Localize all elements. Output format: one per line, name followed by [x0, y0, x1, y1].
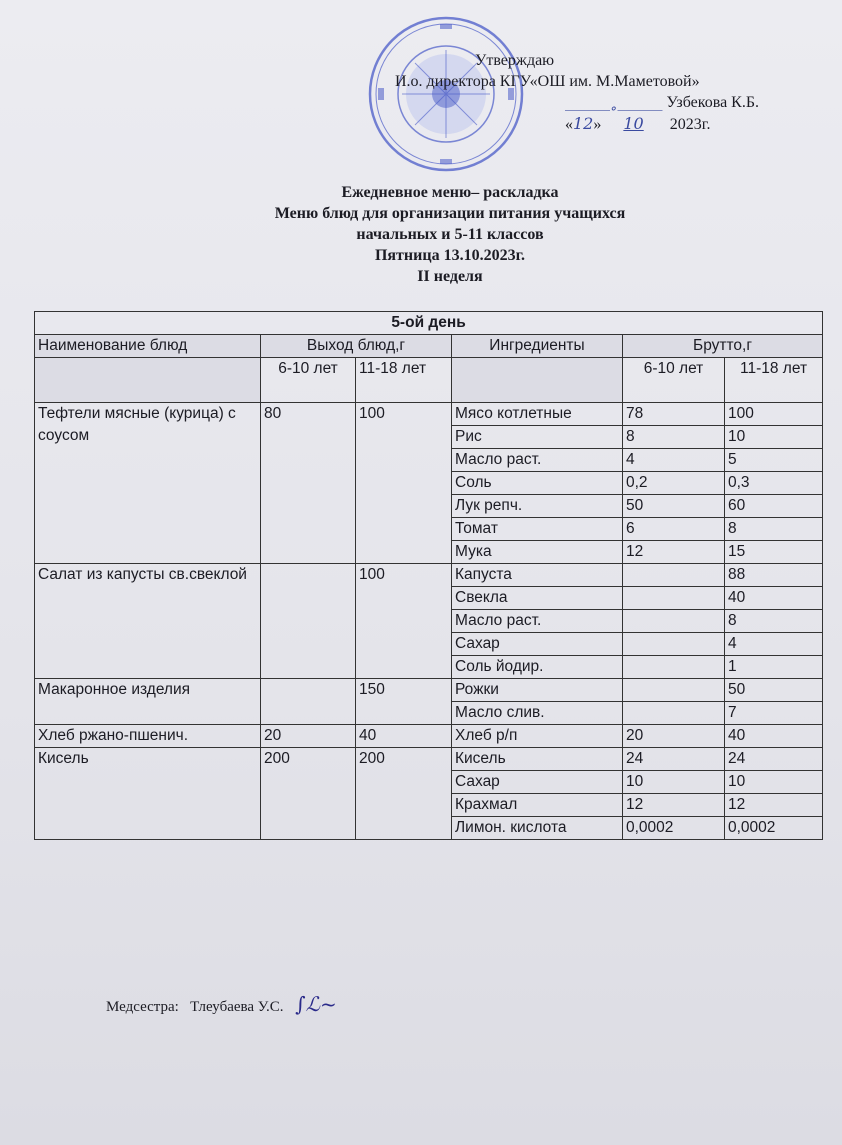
column-header-row: [35, 335, 823, 358]
dish-name: Кисель: [35, 748, 261, 840]
table-row: [35, 564, 823, 587]
ingredient-name: Масло слив.: [452, 702, 623, 725]
gross-age-2: 10: [725, 426, 823, 449]
gross-age-1: 6: [623, 518, 725, 541]
ingredient-name: Лук репч.: [452, 495, 623, 518]
gross-age-2: 0,3: [725, 472, 823, 495]
ingredient-name: Томат: [452, 518, 623, 541]
gross-age-1: 12: [623, 794, 725, 817]
approval-month: 10: [623, 114, 644, 133]
ingredient-name: Крахмал: [452, 794, 623, 817]
header-output-age-1: 6-10 лет: [261, 358, 356, 403]
gross-age-1: [623, 610, 725, 633]
gross-age-1: 10: [623, 771, 725, 794]
header-gross-age-2: 11-18 лет: [725, 358, 823, 403]
dish-output-age-1: 80: [261, 403, 356, 564]
gross-age-2: 1: [725, 656, 823, 679]
ingredient-name: Капуста: [452, 564, 623, 587]
dish-output-age-1: [261, 679, 356, 725]
gross-age-1: [623, 564, 725, 587]
gross-age-1: 50: [623, 495, 725, 518]
dish-output-age-2: 200: [356, 748, 452, 840]
ingredient-name: Сахар: [452, 633, 623, 656]
title-line-4: Пятница 13.10.2023г.: [374, 247, 526, 264]
gross-age-1: 24: [623, 748, 725, 771]
gross-age-2: 8: [725, 518, 823, 541]
gross-age-2: 50: [725, 679, 823, 702]
ingredient-name: Мясо котлетные: [452, 403, 623, 426]
age-header-blank: [35, 358, 261, 403]
ingredient-name: Масло раст.: [452, 610, 623, 633]
document-title: [0, 182, 842, 287]
title-line-5: II неделя: [417, 268, 483, 285]
menu-table-body: [35, 312, 823, 840]
gross-age-1: 20: [623, 725, 725, 748]
table-row: [35, 679, 823, 702]
gross-age-2: 40: [725, 725, 823, 748]
gross-age-1: [623, 679, 725, 702]
header-output-age-2: 11-18 лет: [356, 358, 452, 403]
age-header-blank-ingredients: [452, 358, 623, 403]
title-line-2: Меню блюд для организации питания учащихся: [274, 205, 626, 222]
title-line-1: Ежедневное меню– раскладка: [341, 184, 559, 201]
gross-age-2: 8: [725, 610, 823, 633]
gross-age-1: 12: [623, 541, 725, 564]
ingredient-name: Рис: [452, 426, 623, 449]
approval-year: 2023г.: [669, 116, 711, 133]
table-row: [35, 748, 823, 771]
day-header-row: [35, 312, 823, 335]
header-gross-age-1: 6-10 лет: [623, 358, 725, 403]
gross-age-1: 4: [623, 449, 725, 472]
director-signature: ______˳______: [565, 93, 663, 111]
dish-output-age-1: 20: [261, 725, 356, 748]
gross-age-2: 88: [725, 564, 823, 587]
approval-day: 12: [573, 114, 594, 133]
gross-age-2: 0,0002: [725, 817, 823, 840]
approval-title: Утверждаю: [475, 52, 555, 69]
ingredient-name: Масло раст.: [452, 449, 623, 472]
gross-age-1: 0,0002: [623, 817, 725, 840]
footer-nurse: [106, 992, 337, 1016]
gross-age-1: [623, 587, 725, 610]
gross-age-1: 8: [623, 426, 725, 449]
gross-age-2: 5: [725, 449, 823, 472]
nurse-label: Медсестра:: [106, 999, 179, 1015]
nurse-signature: ∫ℒ~: [295, 992, 337, 1016]
header-dish: Наименование блюд: [35, 335, 261, 358]
ingredient-name: Рожки: [452, 679, 623, 702]
menu-table: [34, 311, 823, 840]
header-gross: Брутто,г: [623, 335, 823, 358]
dish-output-age-1: [261, 564, 356, 679]
header-output: Выход блюд,г: [261, 335, 452, 358]
day-label: 5-ой день: [35, 312, 823, 335]
dish-name: Тефтели мясные (курица) с соусом: [35, 403, 261, 564]
gross-age-2: 24: [725, 748, 823, 771]
ingredient-name: Лимон. кислота: [452, 817, 623, 840]
gross-age-2: 40: [725, 587, 823, 610]
approval-signature-line: [395, 92, 815, 113]
gross-age-1: [623, 702, 725, 725]
gross-age-2: 10: [725, 771, 823, 794]
table-row: [35, 725, 823, 748]
approval-director-name: Узбекова К.Б.: [666, 94, 760, 111]
dish-output-age-2: 100: [356, 403, 452, 564]
dish-output-age-2: 150: [356, 679, 452, 725]
gross-age-2: 12: [725, 794, 823, 817]
gross-age-2: 7: [725, 702, 823, 725]
gross-age-2: 100: [725, 403, 823, 426]
dish-output-age-1: 200: [261, 748, 356, 840]
ingredient-name: Хлеб р/п: [452, 725, 623, 748]
gross-age-2: 4: [725, 633, 823, 656]
nurse-name: Тлеубаева У.С.: [190, 999, 284, 1015]
dish-name: Макаронное изделия: [35, 679, 261, 725]
ingredient-name: Сахар: [452, 771, 623, 794]
ingredient-name: Соль йодир.: [452, 656, 623, 679]
approval-date: «12» 10 2023г.: [565, 114, 711, 133]
ingredient-name: Кисель: [452, 748, 623, 771]
gross-age-1: [623, 656, 725, 679]
table-row: [35, 403, 823, 426]
ingredient-name: Свекла: [452, 587, 623, 610]
gross-age-1: 78: [623, 403, 725, 426]
dish-output-age-2: 40: [356, 725, 452, 748]
approval-position: И.о. директора КГУ«ОШ им. М.Маметовой»: [395, 73, 700, 90]
ingredient-name: Мука: [452, 541, 623, 564]
dish-name: Хлеб ржано-пшенич.: [35, 725, 261, 748]
dish-name: Салат из капусты св.свеклой: [35, 564, 261, 679]
ingredient-name: Соль: [452, 472, 623, 495]
dish-output-age-2: 100: [356, 564, 452, 679]
gross-age-2: 15: [725, 541, 823, 564]
header-ingredients: Ингредиенты: [452, 335, 623, 358]
gross-age-1: [623, 633, 725, 656]
title-line-3: начальных и 5-11 классов: [356, 226, 544, 243]
approval-block: [395, 50, 815, 135]
gross-age-1: 0,2: [623, 472, 725, 495]
age-header-row: [35, 358, 823, 403]
gross-age-2: 60: [725, 495, 823, 518]
